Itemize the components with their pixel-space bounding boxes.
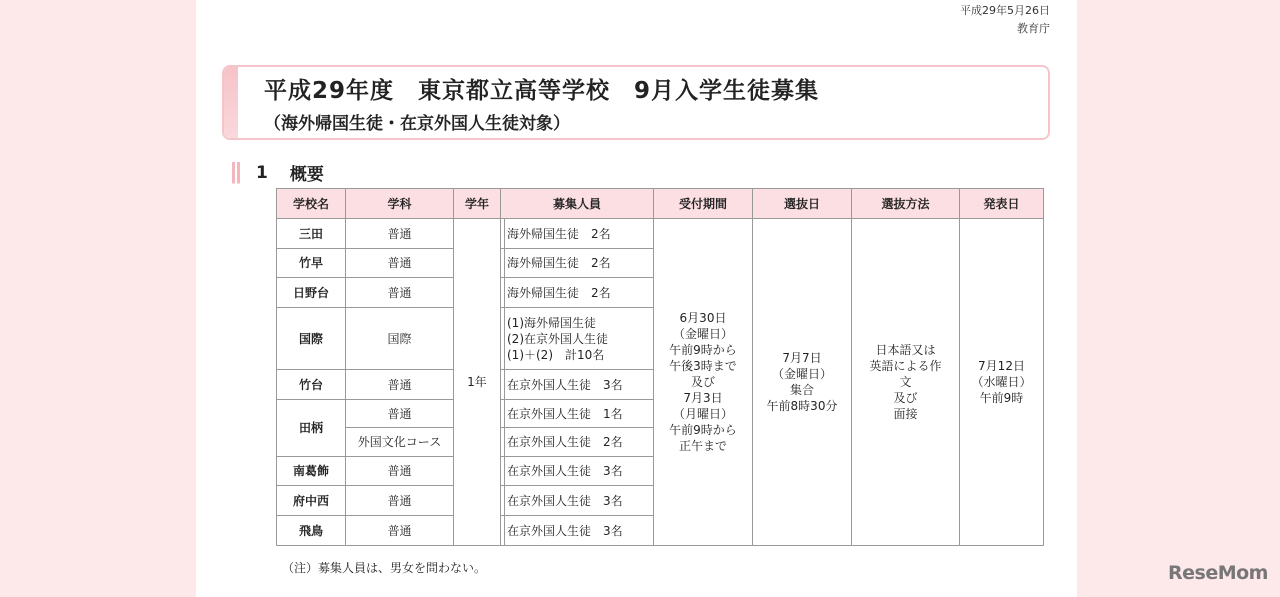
announce-line: 午前9時	[979, 391, 1024, 405]
announce-line: 7月12日	[978, 359, 1025, 373]
school-cell: 三田	[277, 219, 346, 249]
school-cell: 府中西	[277, 486, 346, 516]
section-marker-icon	[232, 162, 246, 184]
dept-cell: 普通	[346, 370, 454, 400]
selection-date-line: （金曜日）	[771, 367, 832, 381]
method-line: 英語による作	[869, 359, 942, 373]
selection-date-line: 午前8時30分	[766, 399, 838, 413]
column-header: 学校名	[277, 189, 346, 219]
announce-line: （水曜日）	[971, 375, 1032, 389]
column-header: 募集人員	[501, 189, 654, 219]
page-subtitle: （海外帰国生徒・在京外国人生徒対象）	[264, 114, 570, 134]
school-cell: 日野台	[277, 278, 346, 308]
quota-cell: 在京外国人生徒 3名	[501, 486, 654, 516]
school-cell: 飛鳥	[277, 516, 346, 546]
school-cell: 国際	[277, 308, 346, 370]
school-cell: 竹早	[277, 249, 346, 278]
quota-cell: 海外帰国生徒 2名	[501, 249, 654, 278]
period-line: 及び	[690, 375, 715, 389]
method-line: 日本語又は	[875, 343, 936, 357]
grade-cell: 1年	[454, 219, 501, 546]
document-header	[960, 2, 1050, 38]
period-line: 午後3時まで	[669, 359, 737, 373]
document-page	[196, 0, 1077, 597]
period-line: 正午まで	[678, 439, 727, 453]
quota-cell	[501, 308, 654, 370]
quota-cell: 在京外国人生徒 1名	[501, 400, 654, 428]
dept-cell: 普通	[346, 219, 454, 249]
column-header: 学年	[454, 189, 501, 219]
dept-cell: 普通	[346, 516, 454, 546]
table-row	[277, 219, 1044, 249]
method-cell	[852, 219, 960, 546]
title-accent-bar	[224, 67, 238, 138]
quota-cell: 在京外国人生徒 3名	[501, 457, 654, 486]
column-header: 発表日	[960, 189, 1044, 219]
dept-cell: 普通	[346, 486, 454, 516]
quota-cell: 海外帰国生徒 2名	[501, 219, 654, 249]
dept-cell: 国際	[346, 308, 454, 370]
resemom-logo: ReseMom	[1168, 562, 1268, 584]
quota-line: (2)在京外国人生徒	[507, 331, 608, 346]
issue-date: 平成29年5月26日	[960, 4, 1050, 17]
dept-cell: 普通	[346, 249, 454, 278]
column-header: 選抜方法	[852, 189, 960, 219]
school-cell: 竹台	[277, 370, 346, 400]
dept-cell: 普通	[346, 278, 454, 308]
selection-date-line: 7月7日	[782, 351, 822, 365]
method-line: 及び	[893, 391, 918, 405]
table-header-row	[277, 189, 1044, 219]
dept-cell: 外国文化コース	[346, 428, 454, 457]
selection-date-cell	[753, 219, 852, 546]
issuing-org: 教育庁	[1017, 22, 1050, 35]
column-header: 学科	[346, 189, 454, 219]
period-line: 6月30日	[679, 311, 727, 325]
period-line: 午前9時から	[669, 343, 737, 357]
quota-cell: 海外帰国生徒 2名	[501, 278, 654, 308]
title-box	[222, 65, 1050, 140]
selection-date-line: 集合	[789, 383, 814, 397]
column-header: 受付期間	[654, 189, 753, 219]
announce-cell	[960, 219, 1044, 546]
dept-cell: 普通	[346, 457, 454, 486]
quota-line: (1)＋(2) 計10名	[507, 347, 605, 362]
period-line: 午前9時から	[669, 423, 737, 437]
period-cell	[654, 219, 753, 546]
quota-cell: 在京外国人生徒 2名	[501, 428, 654, 457]
overview-table	[276, 188, 1044, 546]
section-title: 概要	[289, 165, 324, 185]
period-line: 7月3日	[683, 391, 723, 405]
section-heading	[232, 160, 324, 185]
column-header: 選抜日	[753, 189, 852, 219]
school-cell: 田柄	[277, 400, 346, 457]
period-line: （月曜日）	[672, 407, 733, 421]
quota-cell: 在京外国人生徒 3名	[501, 516, 654, 546]
method-line: 文	[899, 375, 912, 389]
quota-cell: 在京外国人生徒 3名	[501, 370, 654, 400]
footnote: （注）募集人員は、男女を問わない。	[282, 561, 487, 575]
page-title: 平成29年度 東京都立高等学校 9月入学生徒募集	[264, 78, 820, 104]
section-number: 1	[256, 162, 268, 183]
method-line: 面接	[893, 407, 918, 421]
school-cell: 南葛飾	[277, 457, 346, 486]
dept-cell: 普通	[346, 400, 454, 428]
quota-line: (1)海外帰国生徒	[507, 315, 596, 330]
period-line: （金曜日）	[672, 327, 733, 341]
